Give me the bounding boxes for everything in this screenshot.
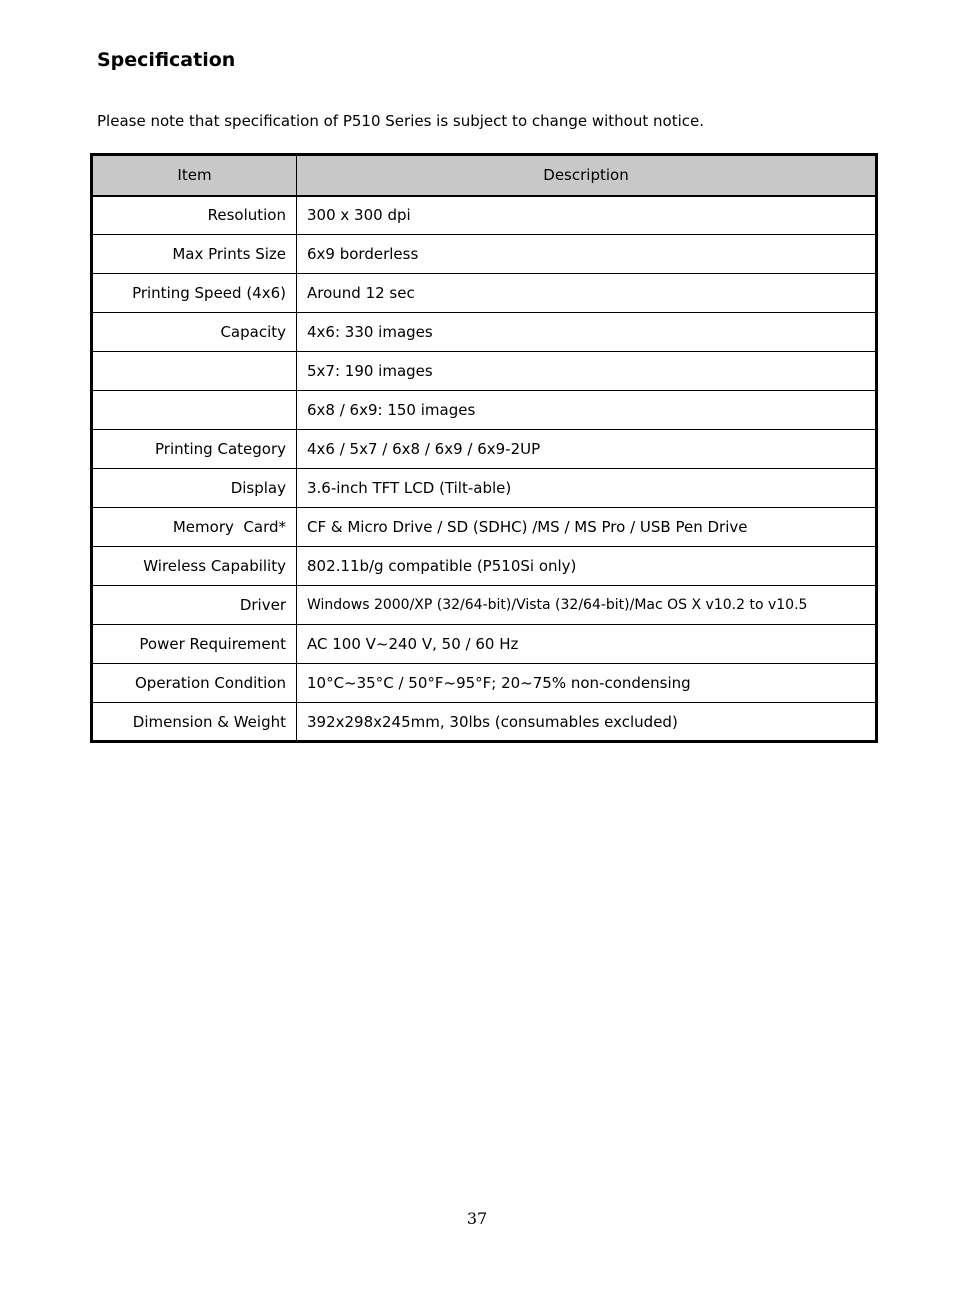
table-row — [92, 391, 877, 430]
item-cell: Driver — [92, 586, 297, 625]
table-row — [92, 508, 877, 547]
page-number: 37 — [466, 1209, 488, 1228]
table-row — [92, 469, 877, 508]
description-cell: 6x8 / 6x9: 150 images — [297, 391, 877, 430]
table-body — [92, 196, 877, 742]
description-cell: CF & Micro Drive / SD (SDHC) /MS / MS Pro / USB Pen Drive — [297, 508, 877, 547]
description-cell: 4x6 / 5x7 / 6x8 / 6x9 / 6x9-2UP — [297, 430, 877, 469]
description-cell: 10°C~35°C / 50°F~95°F; 20~75% non-condensing — [297, 664, 877, 703]
item-cell — [92, 352, 297, 391]
item-cell: Operation Condition — [92, 664, 297, 703]
item-cell — [92, 391, 297, 430]
description-cell: 6x9 borderless — [297, 235, 877, 274]
table-row — [92, 664, 877, 703]
table-row — [92, 625, 877, 664]
description-cell: 3.6-inch TFT LCD (Tilt-able) — [297, 469, 877, 508]
table-row — [92, 274, 877, 313]
item-cell: Max Prints Size — [92, 235, 297, 274]
description-cell: Windows 2000/XP (32/64-bit)/Vista (32/64-bit)/Mac OS X v10.2 to v10.5 — [297, 586, 877, 625]
description-cell: AC 100 V~240 V, 50 / 60 Hz — [297, 625, 877, 664]
table-row — [92, 196, 877, 235]
description-cell: 300 x 300 dpi — [297, 196, 877, 235]
table-row — [92, 352, 877, 391]
item-cell: Resolution — [92, 196, 297, 235]
header-item: Item — [92, 155, 297, 196]
description-cell: 802.11b/g compatible (P510Si only) — [297, 547, 877, 586]
description-cell: Around 12 sec — [297, 274, 877, 313]
table-row — [92, 430, 877, 469]
description-cell: 392x298x245mm, 30lbs (consumables excluded) — [297, 703, 877, 742]
table-row — [92, 703, 877, 742]
table-row — [92, 547, 877, 586]
item-cell: Printing Speed (4x6) — [92, 274, 297, 313]
item-cell: Memory Card* — [92, 508, 297, 547]
item-cell: Dimension & Weight — [92, 703, 297, 742]
intro-note: Please note that specification of P510 Series is subject to change without notice. — [97, 112, 704, 130]
table-row — [92, 235, 877, 274]
item-cell: Printing Category — [92, 430, 297, 469]
item-cell: Power Requirement — [92, 625, 297, 664]
table-row — [92, 313, 877, 352]
table-row — [92, 586, 877, 625]
item-cell: Capacity — [92, 313, 297, 352]
page-title: Specification — [97, 49, 236, 71]
header-description: Description — [297, 155, 877, 196]
item-cell: Wireless Capability — [92, 547, 297, 586]
specification-table — [90, 153, 878, 743]
description-cell: 4x6: 330 images — [297, 313, 877, 352]
description-cell: 5x7: 190 images — [297, 352, 877, 391]
table-header-row — [92, 155, 877, 196]
item-cell: Display — [92, 469, 297, 508]
